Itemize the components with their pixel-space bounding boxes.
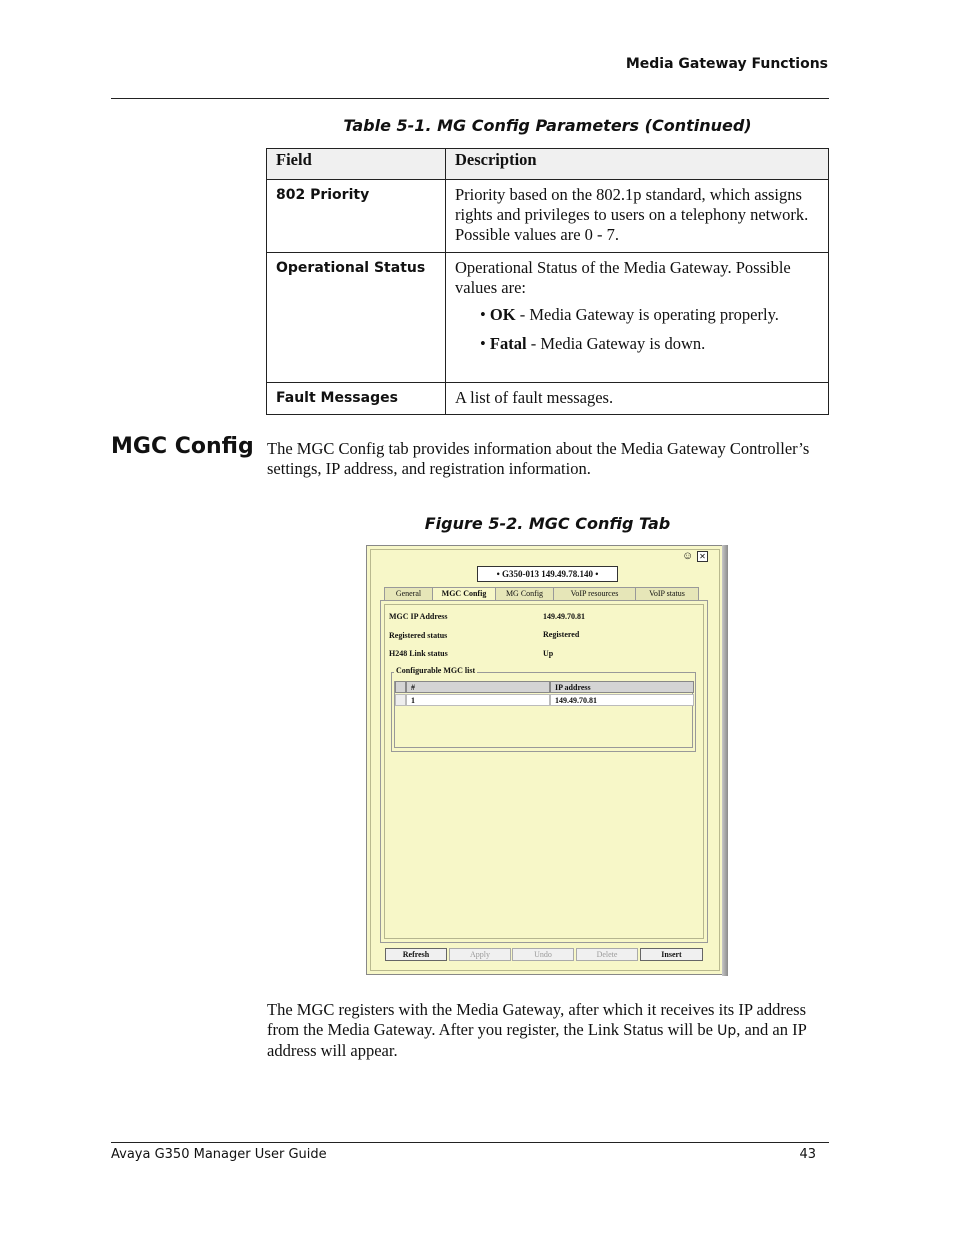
undo-button[interactable]: Undo xyxy=(512,948,574,961)
apply-button[interactable]: Apply xyxy=(449,948,511,961)
value-term: OK xyxy=(489,305,516,324)
list-item: • OK - Media Gateway is operating properly. xyxy=(480,305,779,324)
refresh-button[interactable]: Refresh xyxy=(385,948,447,961)
insert-button[interactable]: Insert xyxy=(640,948,703,961)
figure-caption: Figure 5-2. MGC Config Tab xyxy=(424,514,671,533)
value-text: - Media Gateway is down. xyxy=(526,334,706,353)
description-cell: A list of fault messages. xyxy=(446,383,829,415)
list-item: • Fatal - Media Gateway is down. xyxy=(480,334,706,353)
column-header-ip-address[interactable]: IP address xyxy=(550,681,694,693)
status-value-list xyxy=(455,304,819,354)
parameters-table xyxy=(266,148,829,415)
body-text: , and an IP address will appear. xyxy=(267,1020,807,1060)
help-icon[interactable]: ☺ xyxy=(682,550,694,562)
field-label: H248 Link status xyxy=(389,649,448,658)
link-status-value: Up xyxy=(543,649,554,658)
section-title: MGC Config xyxy=(111,434,254,459)
section-intro: The MGC Config tab provides information about the Media Gateway Controller’s settings, IP address, and registration information. xyxy=(267,439,810,478)
description-cell: Priority based on the 802.1p standard, which assigns rights and privileges to users on a telephony network. Possible values are 0 - 7. xyxy=(446,180,829,253)
body-text: The MGC registers with the Media Gateway, after which it receives its IP address from the Media Gateway. After you register, the Link Status will be xyxy=(267,1000,806,1039)
registered-status-value: Registered xyxy=(543,630,580,639)
table-caption: Table 5-1. MG Config Parameters (Continued) xyxy=(343,116,752,135)
mgc-ip-value: 149.49.70.81 xyxy=(543,612,585,621)
tab-mgc-config[interactable]: MGC Config xyxy=(432,587,496,600)
body-paragraph xyxy=(267,1000,827,1061)
field-cell: Fault Messages xyxy=(267,383,446,415)
footer-rule xyxy=(111,1142,829,1143)
table-row xyxy=(267,180,829,253)
column-header-number[interactable]: # xyxy=(406,681,550,693)
table-cell-number[interactable]: 1 xyxy=(406,694,550,706)
page-number: 43 xyxy=(799,1147,816,1162)
header-rule xyxy=(111,98,829,99)
window-edge xyxy=(722,545,728,976)
table-cell-ip[interactable]: 149.49.70.81 xyxy=(550,694,694,706)
column-header-field: Field xyxy=(267,149,446,180)
field-label: MGC IP Address xyxy=(389,612,448,621)
table-row xyxy=(267,253,829,383)
gateway-select[interactable]: • G350-013 149.49.78.140 • xyxy=(477,566,618,582)
description-cell xyxy=(446,253,829,383)
tab-mg-config[interactable]: MG Config xyxy=(495,587,554,600)
running-head: Media Gateway Functions xyxy=(625,56,828,72)
inline-code: Up xyxy=(717,1023,737,1039)
tab-voip-resources[interactable]: VoIP resources xyxy=(553,587,636,600)
field-label: Registered status xyxy=(389,631,448,640)
table-row xyxy=(267,383,829,415)
tab-voip-status[interactable]: VoIP status xyxy=(635,587,699,600)
row-header-corner xyxy=(395,681,406,693)
value-term: Fatal xyxy=(489,334,527,353)
description-text: Operational Status of the Media Gateway. Possible values are: xyxy=(455,258,791,297)
value-text: - Media Gateway is operating properly. xyxy=(515,305,779,324)
group-title: Configurable MGC list xyxy=(396,666,476,675)
table-header-row xyxy=(267,149,829,180)
tab-general[interactable]: General xyxy=(384,587,433,600)
column-header-description: Description xyxy=(446,149,829,180)
field-cell: Operational Status xyxy=(267,253,446,383)
delete-button[interactable]: Delete xyxy=(576,948,638,961)
row-selector[interactable] xyxy=(395,694,406,706)
close-icon[interactable]: ✕ xyxy=(697,551,708,562)
footer-title: Avaya G350 Manager User Guide xyxy=(111,1147,327,1162)
field-cell: 802 Priority xyxy=(267,180,446,253)
